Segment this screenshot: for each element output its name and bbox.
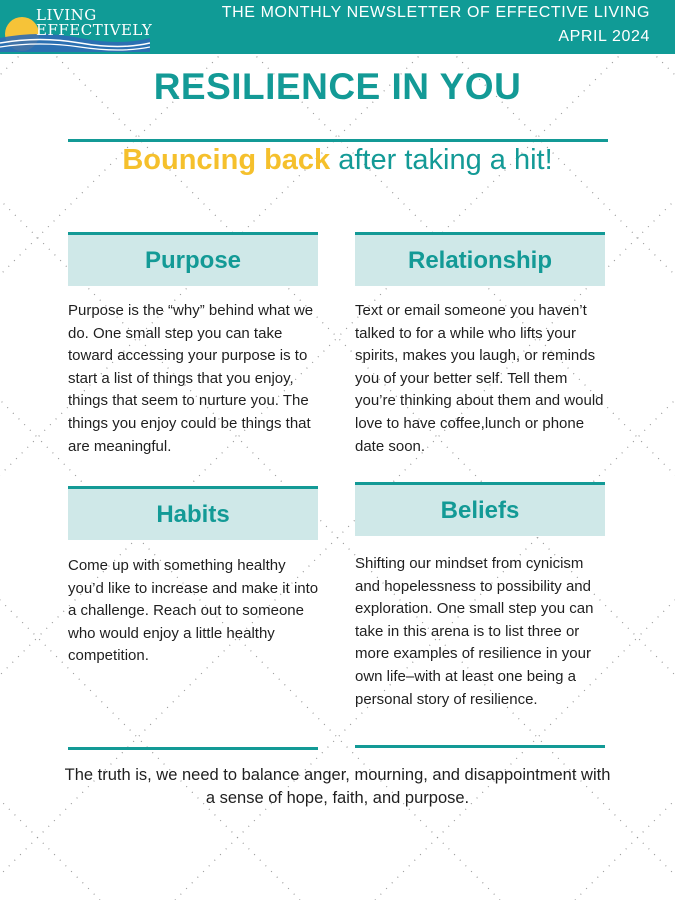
section-header-purpose xyxy=(68,232,318,286)
section-header-habits xyxy=(68,486,318,540)
title-divider xyxy=(68,139,608,142)
issue-date: APRIL 2024 xyxy=(558,28,650,45)
section-title-beliefs: Beliefs xyxy=(440,496,520,524)
section-body-purpose: Purpose is the “why” behind what we do. One small step you can take toward accessing your purpose is to start a list of things that you enjoy, things that seem to nurture you. The things you enjoy could be things that are meaningful. xyxy=(68,302,314,455)
bottom-divider-right xyxy=(355,745,605,748)
section-title-relationship: Relationship xyxy=(407,246,552,274)
subtitle-rest: after taking a hit! xyxy=(338,144,553,176)
closing-statement: The truth is, we need to balance anger, mourning, and disappointment with a sense of hope, faith, and purpose. xyxy=(64,766,611,807)
bottom-divider-left xyxy=(68,747,318,750)
header-banner xyxy=(0,0,675,54)
section-body-relationship: Text or email someone you haven’t talked to for a while who lifts your spirits, makes you laugh, or reminds you of your better self. Tell them you’re thinking about them and would love to have coffee,lunch or phone date soon. xyxy=(355,302,604,455)
subtitle-highlight: Bouncing back xyxy=(122,144,331,176)
newsletter-name: THE MONTHLY NEWSLETTER OF EFFECTIVE LIVING xyxy=(221,4,650,21)
section-title-purpose: Purpose xyxy=(144,246,242,274)
main-title: RESILIENCE IN YOU xyxy=(153,66,522,107)
logo-wordmark xyxy=(36,8,152,38)
section-header-relationship xyxy=(355,232,605,286)
logo-text-line1: LIVING xyxy=(36,6,97,24)
section-body-habits: Come up with something healthy you’d like to increase and make it into a challenge. Reach out to someone who would enjoy a little healthy competition. xyxy=(68,557,319,665)
logo-text-line2: EFFECTIVELY xyxy=(36,21,153,39)
section-header-beliefs xyxy=(355,482,605,536)
section-body-beliefs: Shifting our mindset from cynicism and hopelessness to possibility and exploration. One small step you can take in this arena is to list three or more examples of resilience in your own life–with at least one being a personal story of resilience. xyxy=(355,555,594,708)
section-title-habits: Habits xyxy=(156,500,230,528)
subtitle xyxy=(0,144,675,177)
